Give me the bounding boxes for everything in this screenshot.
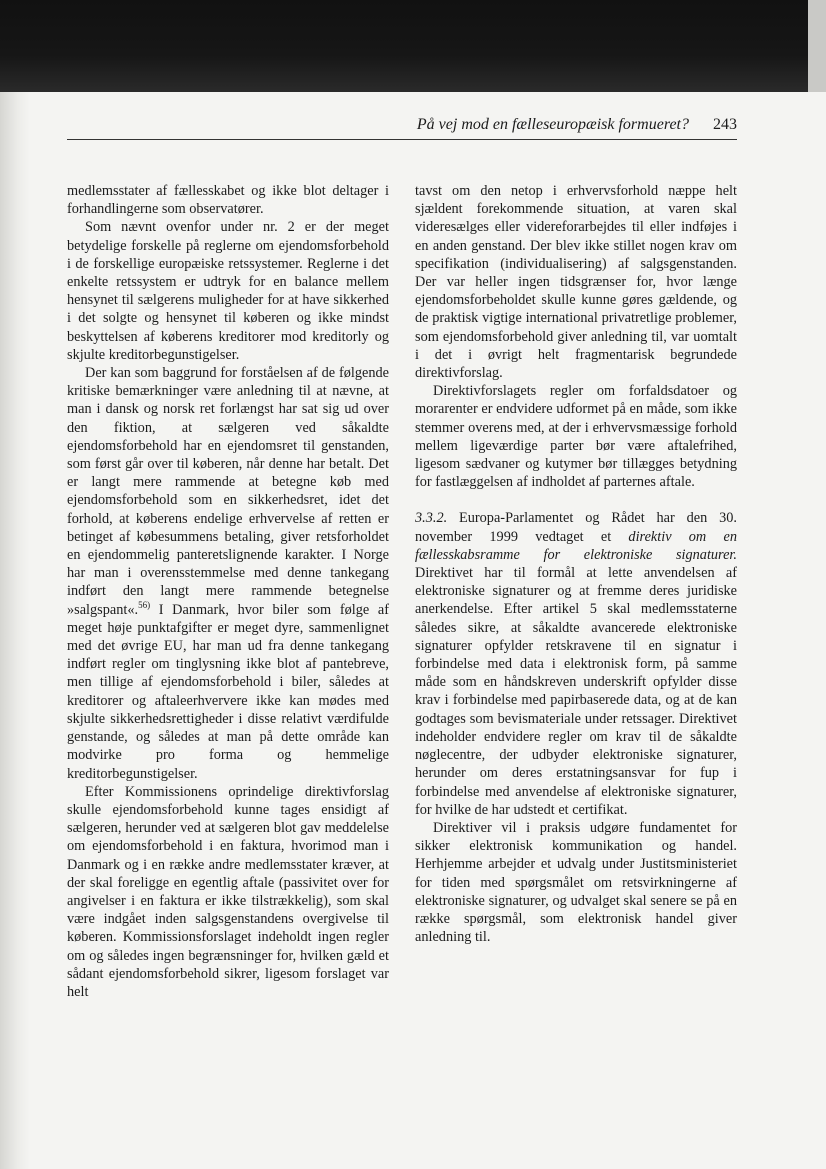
section-number: 3.3.2.: [415, 510, 448, 527]
scan-binding-shadow: [0, 92, 30, 1169]
directive-title: direktiv om en fællesskabsramme for elektroniske signaturer.: [415, 528, 737, 563]
paragraph: Som nævnt ovenfor under nr. 2 er der meget betydelige forskelle på reglerne om ejendomsforbehold i de forskellige europæiske retssystemer. Reglerne i det enkelte retssystem er udtryk for en balance mellem hensynet til sælgerens muligheder for at have sikkerhed i det solgte og hensynet til køberen og ikke mindst beskyttelsen af køberens kreditorer mod kreditorly og skjulte kreditorbegunstigelser.: [67, 219, 389, 363]
paragraph: [67, 364, 389, 783]
page-header: [67, 115, 737, 140]
scan-dark-band: [0, 0, 808, 92]
paragraph: Direktiver vil i praksis udgøre fundamentet for sikker elektronisk kommunikation og handel. Herhjemme arbejder et udvalg under Justitsministeriet for tiden med spørgsmålet om retsvirkningerne af elektroniske signaturer, og udvalget skal senere se på en række spørgsmål, som elektronisk handel giver anledning til.: [415, 819, 737, 946]
footnote-reference: 56): [138, 599, 151, 610]
paragraph-text: Direktivet har til formål at lette anvendelsen af elektroniske signaturer og at fremme deres juridiske anerkendelse. Efter artikel 5 skal medlemsstaterne således sikre, at såkaldte avancerede elektroniske signaturer opfylder retskravene til en signatur i forbindelse med data i elektronisk form, på samme måde som en håndskreven underskrift opfylder disse krav i forbindelse med papirbaserede data, og at de kan godtages som bevismateriale under retssager. Direktivet indeholder endvidere regler om krav til de såkaldte nøglecentre, der udbyder elektroniske signaturer, herunder om deres erstatningsansvar for fup i forbindelse med anvendelse af elektroniske signaturer, for hvilke de har udstedt et certifikat.: [415, 565, 737, 818]
paragraph-text: Der kan som baggrund for forståelsen af de følgende kritiske bemærkninger være anledning til at nævne, at man i dansk og norsk ret forlængst har sat sig ud over den fiktion, at sælgeren ved såkaldte ejendomsforbehold har en ejendomsret til genstanden, som først går over til køberen, når denne har betalt. Det er langt mere rammende at betegne køb med ejendomsforbehold som en sikkerhedsret, idet det forhold, at køberens endelige erhvervelse af retten er betinget af købesummens betaling, giver retsforholdet en ejendommelig panteretslignende karakter. I Norge har man i overensstemmelse med denne tankegang indført den langt mere rammende betegnelse »salgspant«.: [67, 365, 389, 618]
left-column: [67, 182, 389, 1001]
paragraph-text: I Danmark, hvor biler som følge af meget høje punktafgifter er meget dyre, sammenlignet med det øvrige EU, har man ud fra denne tankegang indført regler om tinglysning ikke blot af pantebreve, men tillige af ejendomsforbehold i biler, således at kreditorer og aftaleerhververe ikke kan mødes med skjulte sikkerhedsrettigheder i disse relativt værdifulde genstande, og således at man på dette område kan modvirke pro forma og hemmelige kreditorbegunstigelser.: [67, 601, 389, 782]
page-number: 243: [713, 116, 737, 133]
paragraph: tavst om den netop i erhvervsforhold næppe helt sjældent forekommende situation, at varen skal videresælges eller videreforarbejdes til eller indføjes i en anden genstand. Der blev ikke stillet nogen krav om specifikation (individualisering) af salgsgenstanden. Der var heller ingen tidsgrænser for, hvor længe ejendomsforbeholdet skulle kunne gøres gældende, og de praktisk vigtige international privatretlige problemer, som ejendomsforbehold giver anledning til, var uomtalt i det i øvrigt helt fragmentarisk begrundede direktivforslag.: [415, 183, 737, 382]
paragraph: medlemsstater af fællesskabet og ikke blot deltager i forhandlingerne som observatører.: [67, 183, 389, 218]
running-title: På vej mod en fælleseuropæisk formueret?: [416, 116, 689, 133]
right-column: [415, 182, 737, 946]
paragraph-text: Europa-Parlamentet og Rådet har den 30. november 1999 vedtaget et: [415, 510, 737, 545]
section-paragraph: [415, 509, 737, 818]
paragraph: Efter Kommissionens oprindelige direktivforslag skulle ejendomsforbehold kunne tages ensidigt af sælgeren, herunder ved at sælgeren blot gav meddelelse om ejendomsforbehold i en faktura, hvorimod man i Danmark og i en række andre medlemsstater kræver, at der skal foreligge en egentlig aftale (passivitet over for angivelser i en faktura er ikke tilstrækkelig), som skal være indgået inden salgsgenstandens overgivelse til køberen. Kommissionsforslaget indeholdt ingen regler om og således ingen begrænsninger for, hvilken gæld et sådant ejendomsforbehold sikrer, ligesom forslaget var helt: [67, 783, 389, 1000]
scan-edge: [808, 0, 826, 92]
paragraph: Direktivforslagets regler om forfaldsdatoer og morarenter er endvidere udformet på en måde, som ikke stemmer overens med, at der i erhvervsmæssige forhold mellem ligeværdige parter bør være aftalefrihed, ligesom sædvaner og kutymer bør tillægges betydning for fastlæggelsen af indholdet af parternes aftale.: [415, 383, 737, 491]
